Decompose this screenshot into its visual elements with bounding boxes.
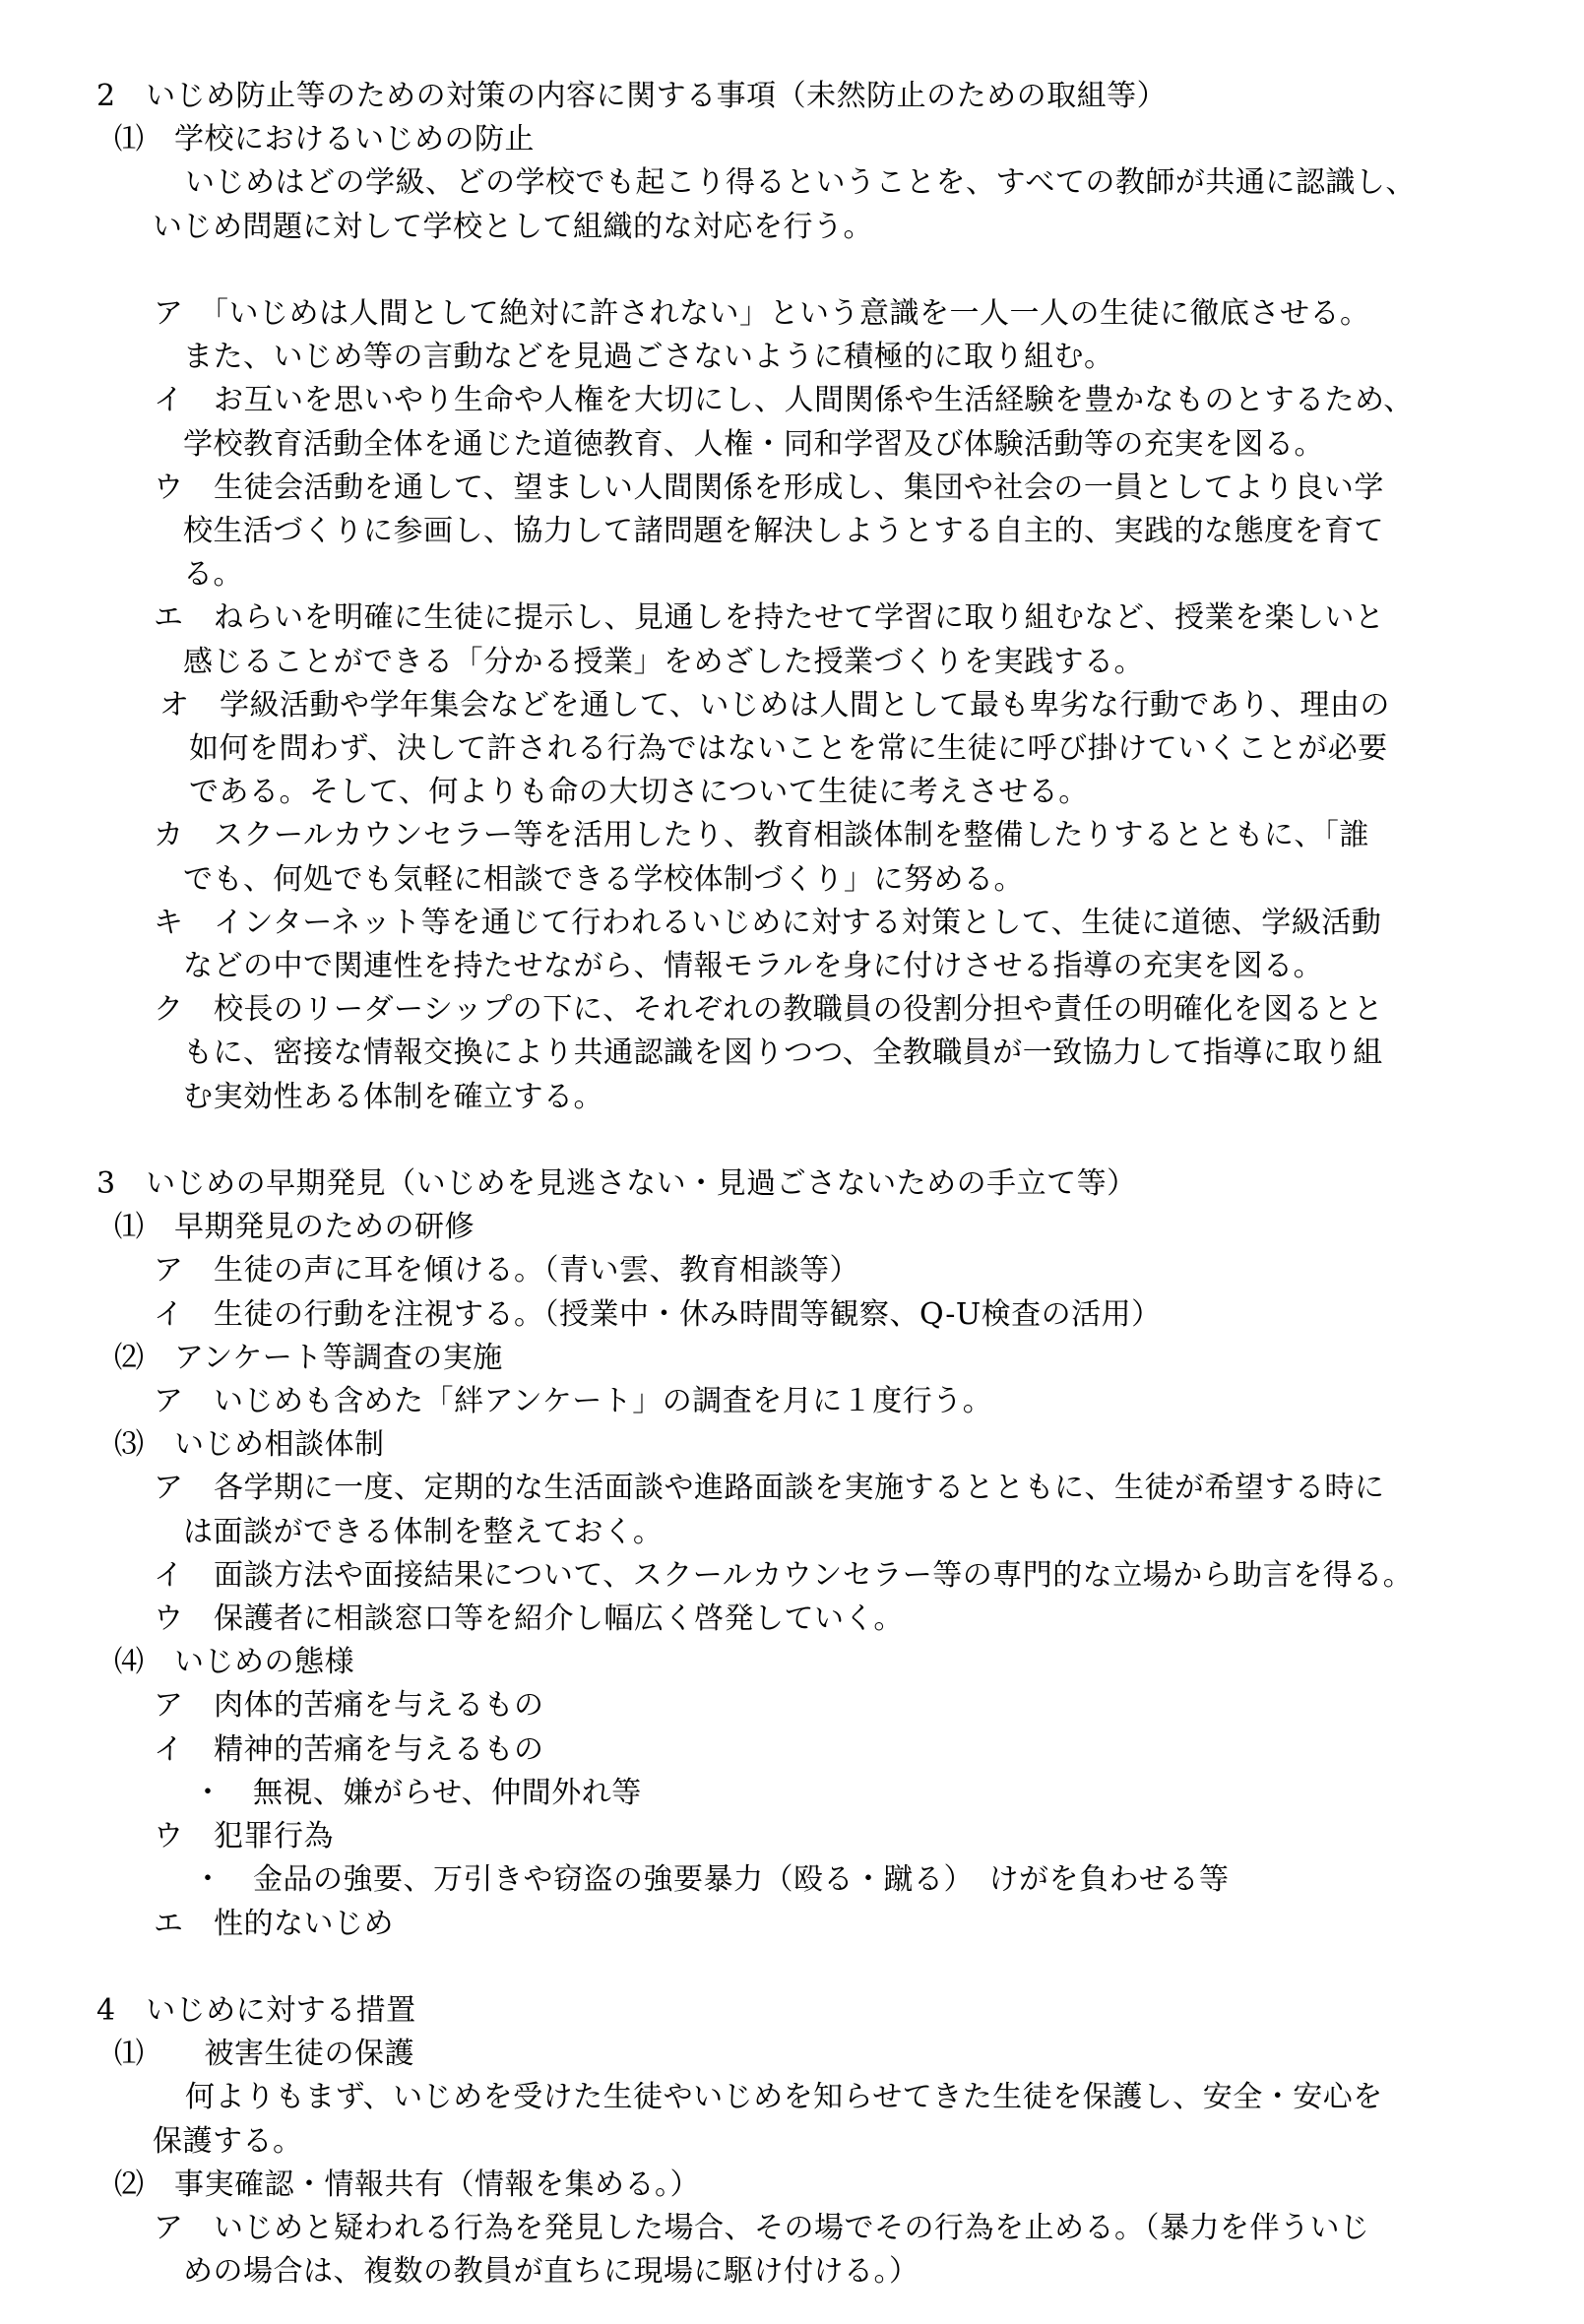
section-3-heading: 3 いじめの早期発見（いじめを見逃さない・見過ごさないための手立て等） [96,1166,1137,1202]
section-2-heading: 2 いじめ防止等のための対策の内容に関する事項（未然防止のための取組等） [96,79,1168,113]
subsection-heading: ⑴ 早期発見のための研修 [114,1210,475,1245]
list-item-continuation: めの場合は、複数の教員が直ちに現場に駆け付ける。） [183,2254,919,2290]
list-item: ア いじめも含めた「絆アンケート」の調査を月に１度行う。 [154,1384,993,1419]
list-item: イ 面談方法や面接結果について、スクールカウンセラー等の専門的な立場から助言を得る。 [154,1557,1414,1593]
list-item: ア 肉体的苦痛を与えるもの [154,1688,544,1724]
list-item-continuation: 学校教育活動全体を通じた道徳教育、人権・同和学習及び体験活動等の充実を図る。 [183,426,1324,462]
list-item: エ 性的ないじめ [154,1906,394,1941]
list-item-continuation: である。そして、何よりも命の大切さについて生徒に考えさせる。 [189,775,1089,810]
list-item: ウ 犯罪行為 [154,1819,334,1854]
list-item: ウ 保護者に相談窓口等を紹介し幅広く啓発していく。 [154,1602,904,1637]
list-item-continuation: などの中で関連性を持たせながら、情報モラルを身に付けさせる指導の充実を図る。 [183,949,1324,984]
list-item: オ 学級活動や学年集会などを通して、いじめは人間として最も卑劣な行動であり、理由の [159,687,1390,722]
list-item: カ スクールカウンセラー等を活用したり、教育相談体制を整備したりするとともに、「誰 [154,818,1369,853]
paragraph-line: 何よりもまず、いじめを受けた生徒やいじめを知らせてきた生徒を保護し、安全・安心を [185,2080,1383,2115]
list-item: イ 精神的苦痛を与えるもの [154,1731,544,1767]
list-item-continuation: 如何を問わず、決して許される行為ではないことを常に生徒に呼び掛けていくことが必要 [189,731,1388,767]
section-4-heading: 4 いじめに対する措置 [96,1992,416,2028]
list-item-continuation: でも、何処でも気軽に相談できる学校体制づくり」に努める。 [183,861,1024,897]
list-item: ア 生徒の声に耳を傾ける。（青い雲、教育相談等） [154,1253,859,1288]
blank-line [96,1946,1515,1989]
list-item: ア 各学期に一度、定期的な生活面談や進路面談を実施するとともに、生徒が希望する時に [154,1471,1385,1506]
list-item-continuation: 校生活づくりに参画し、協力して諸問題を解決しようとする自主的、実践的な態度を育て [183,514,1384,549]
subsection-heading: ⑴ 被害生徒の保護 [114,2037,414,2072]
list-item-continuation: 感じることができる「分かる授業」をめざした授業づくりを実践する。 [183,644,1144,679]
blank-line [96,1119,1515,1162]
list-item: イ 生徒の行動を注視する。（授業中・休み時間等観察、Q-U検査の活用） [154,1296,1162,1332]
list-item-continuation: また、いじめ等の言動などを見過ごさないように積極的に取り組む。 [183,340,1114,375]
bullet-item: ・ 無視、嫌がらせ、仲間外れ等 [193,1775,642,1810]
list-item-continuation: む実効性ある体制を確立する。 [183,1079,603,1114]
list-item: エ ねらいを明確に生徒に提示し、見通しを持たせて学習に取り組むなど、授業を楽しいと [154,600,1385,636]
list-item-continuation: は面談ができる体制を整えておく。 [183,1514,664,1549]
list-item: キ インターネット等を通じて行われるいじめに対する対策として、生徒に道徳、学級活動 [154,905,1382,940]
subsection-heading: ⑷ いじめの態様 [114,1645,354,1680]
subsection-heading: ⑵ アンケート等調査の実施 [114,1340,503,1375]
bullet-item: ・ 金品の強要、万引きや窃盗の強要暴力（殴る・蹴る） けがを負わせる等 [193,1862,1230,1898]
list-item: ア 「いじめは人間として絶対に許されない」という意識を一人一人の生徒に徹底させる。 [154,296,1370,331]
subsection-heading: ⑵ 事実確認・情報共有（情報を集める。） [114,2167,700,2202]
list-item: ウ 生徒会活動を通して、望ましい人間関係を形成し、集団や社会の一員としてより良い学 [154,470,1384,505]
list-item-continuation: もに、密接な情報交換により共通認識を図りつつ、全教職員が一致協力して指導に取り組 [183,1036,1383,1071]
list-item: ク 校長のリーダーシップの下に、それぞれの教職員の役割分担や責任の明確化を図るとと [154,992,1384,1028]
list-item: イ お互いを思いやり生命や人権を大切にし、人間関係や生活経験を豊かなものとするため、 [154,383,1414,418]
list-item-continuation: る。 [183,557,243,593]
list-item: ア いじめと疑われる行為を発見した場合、その場でその行為を止める。（暴力を伴ういじ [154,2210,1370,2245]
paragraph-line: 保護する。 [153,2123,303,2159]
subsection-heading: ⑶ いじめ相談体制 [114,1427,385,1463]
paragraph-line: いじめ問題に対して学校として組織的な対応を行う。 [153,209,873,244]
paragraph-line: いじめはどの学級、どの学校でも起こり得るということを、すべての教師が共通に認識し、 [185,165,1416,201]
subsection-heading: ⑴ 学校におけるいじめの防止 [114,122,535,157]
blank-line [96,249,1515,292]
